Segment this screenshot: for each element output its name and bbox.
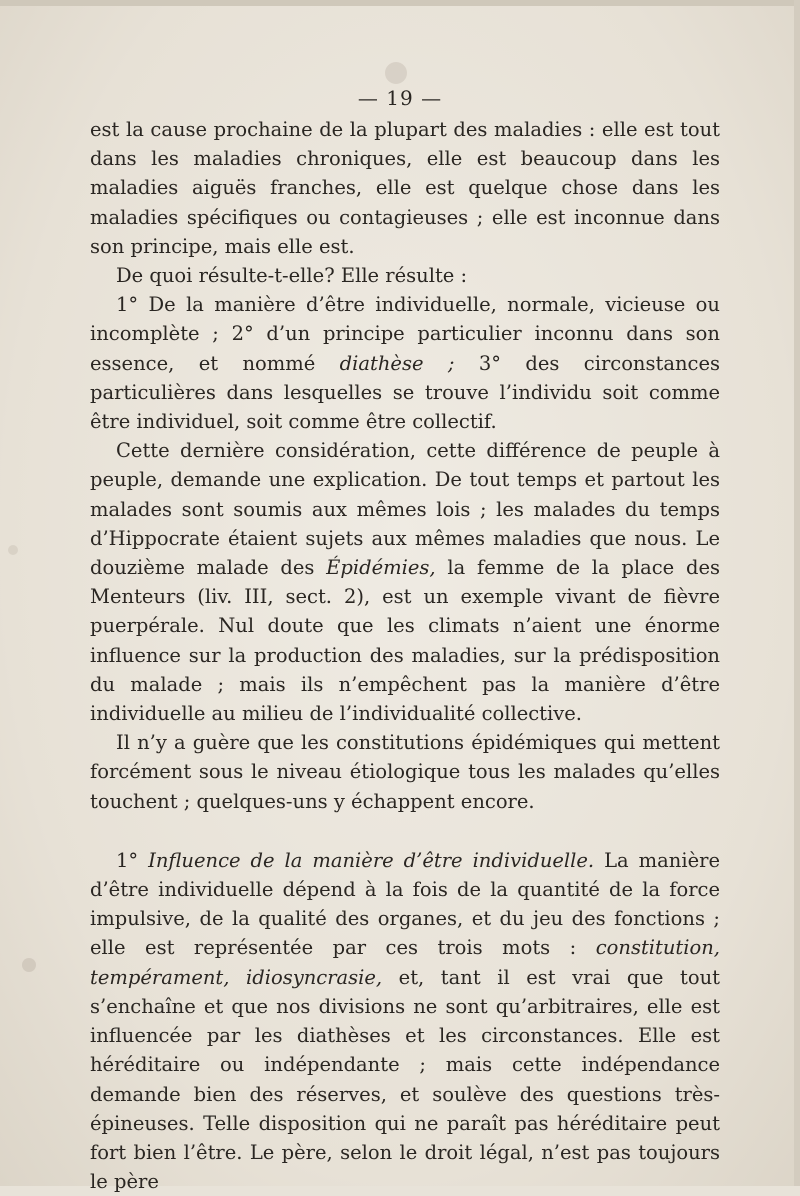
paragraph [90, 846, 720, 1196]
paragraph-text: et, tant il est vrai que tout s’enchaîne et que nos divisions ne sont qu’arbitraires, elle est influencée par les diathèses et les circonstances. Elle est héréditaire ou indépendante ; mais cette indépendance demande bien des réserves, et soulève des questions très-épineuses. Telle disposition qui ne paraît pas héréditaire peut fort bien l’être. Le père, selon le droit légal, n’est pas toujours le père [90, 965, 720, 1194]
paper-stain [8, 545, 18, 555]
paragraph-text: 3° des circonstances particulières dans lesquelles se trouve l’individu soit comme être individuel, soit comme être collectif. [90, 351, 720, 434]
paragraph [90, 290, 720, 436]
body-text [90, 115, 720, 1196]
paragraph-text: 1° De la manière d’être individuelle, normale, vicieuse ou incomplète ; 2° d’un principe particulier inconnu dans son essence, et nommé [90, 293, 720, 375]
paper-stain [22, 958, 36, 972]
scan-edge-right [794, 0, 800, 1186]
paragraph: De quoi résulte-t-elle? Elle résulte : [116, 264, 468, 288]
section-gap [90, 816, 720, 846]
italic-term: constitution, tempérament, idiosyncrasie, [90, 936, 720, 989]
paragraph: Il n’y a guère que les constitutions épidémiques qui mettent forcément sous le niveau étiologique tous les malades qu’elles touchent ; quelques-uns y échappent encore. [90, 731, 720, 813]
paragraph [90, 436, 720, 728]
section-heading: Influence de la manière d’être individuelle. [148, 848, 595, 872]
paper-stain [385, 62, 407, 84]
italic-term: diathèse ; [339, 351, 455, 375]
paragraph: est la cause prochaine de la plupart des maladies : elle est tout dans les maladies chroniques, elle est beaucoup dans les maladies aiguës franches, elle est quelque chose dans les maladies spécifiques ou contagieuses ; elle est inconnue dans son principe, mais elle est. [90, 118, 720, 258]
page-number: — 19 — [357, 86, 443, 110]
paragraph-text: Cette dernière considération, cette différence de peuple à peuple, demande une explication. De tout temps et partout les malades sont soumis aux mêmes lois ; les malades du temps d’Hippocrate étaient sujets aux mêmes maladies que nous. Le douzième malade des [90, 439, 720, 580]
paragraph-text: 1° [116, 848, 149, 872]
paragraph-text: La manière d’être individuelle dépend à la fois de la quantité de la force impulsive, de la qualité des organes, et du jeu des fonctions ; elle est représentée par ces trois mots : [90, 848, 720, 960]
scan-edge-top [0, 0, 800, 6]
italic-term: Épidémies, [326, 556, 436, 580]
paragraph-text: la femme de la place des Menteurs (liv. III, sect. 2), est un exemple vivant de fièvre puerpérale. Nul doute que les climats n’aient une énorme influence sur la production des maladies, sur la prédisposition du malade ; mais ils n’empêchent pas la manière d’être individuelle au milieu de l’individualité collective. [90, 556, 720, 726]
